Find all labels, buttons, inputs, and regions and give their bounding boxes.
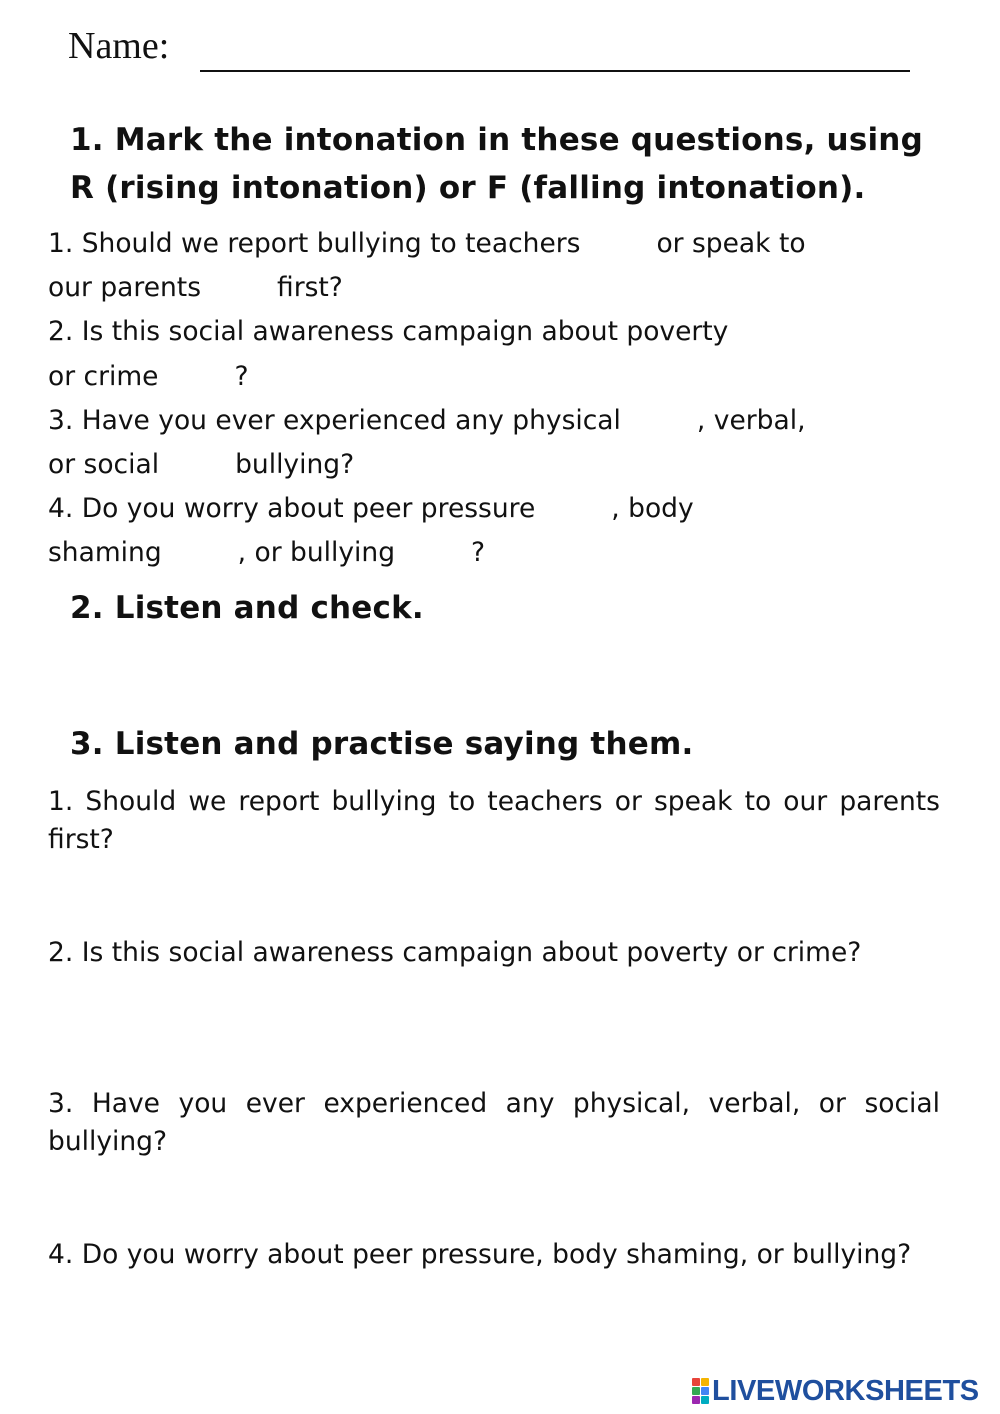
question-1-text: 1. Should we report bullying to teachers bbox=[48, 228, 581, 259]
question-2-text: or crime bbox=[48, 360, 159, 392]
question-4-text: , body bbox=[611, 493, 694, 525]
question-3-text: bullying? bbox=[235, 448, 355, 480]
question-3-line-2 bbox=[48, 443, 948, 487]
section1-heading-line2: R (rising intonation) or F (falling intonation). bbox=[70, 170, 866, 206]
question-1-line-1 bbox=[48, 222, 948, 266]
question-3-text: or social bbox=[48, 448, 160, 480]
question-1-text: our parents bbox=[48, 272, 201, 304]
question-2-text: 2. Is this social awareness campaign about poverty bbox=[48, 316, 729, 348]
question-1-text: or speak to bbox=[656, 228, 806, 259]
liveworksheets-logo[interactable] bbox=[692, 1376, 979, 1406]
question-4-line-2 bbox=[48, 531, 948, 575]
question-3-text: 3. Have you ever experienced any physical bbox=[48, 404, 621, 436]
question-2-line-2 bbox=[48, 355, 948, 399]
question-4-text: ? bbox=[471, 537, 486, 569]
question-4-text: shaming bbox=[48, 537, 162, 569]
question-2-line-1 bbox=[48, 310, 948, 354]
intonation-exercise bbox=[48, 222, 948, 576]
liveworksheets-logo-icon bbox=[692, 1378, 709, 1404]
question-2-text: ? bbox=[234, 360, 249, 392]
practice-question-3: 3. Have you ever experienced any physical, verbal, or social bullying? bbox=[48, 1088, 940, 1157]
question-1-text: first? bbox=[277, 272, 343, 304]
section2-heading: 2. Listen and check. bbox=[70, 590, 424, 626]
question-1-line-2 bbox=[48, 266, 948, 310]
question-3-line-1 bbox=[48, 399, 948, 443]
question-4-text: , or bullying bbox=[237, 537, 396, 569]
logo-text: LIVEWORKSHEETS bbox=[712, 1374, 979, 1407]
name-label: Name: bbox=[68, 25, 170, 67]
practice-question-1: 1. Should we report bullying to teachers or speak to our parents first? bbox=[48, 786, 940, 855]
section1-heading-line1: 1. Mark the intonation in these questions, using bbox=[70, 122, 923, 158]
name-field[interactable] bbox=[200, 70, 910, 72]
section3-heading: 3. Listen and practise saying them. bbox=[70, 726, 694, 762]
practice-question-2: 2. Is this social awareness campaign about poverty or crime? bbox=[48, 937, 862, 968]
practice-question-4: 4. Do you worry about peer pressure, body shaming, or bullying? bbox=[48, 1239, 912, 1270]
question-3-text: , verbal, bbox=[696, 404, 806, 436]
question-4-line-1 bbox=[48, 487, 948, 531]
section1-heading bbox=[70, 116, 970, 212]
question-4-text: 4. Do you worry about peer pressure bbox=[48, 493, 536, 525]
